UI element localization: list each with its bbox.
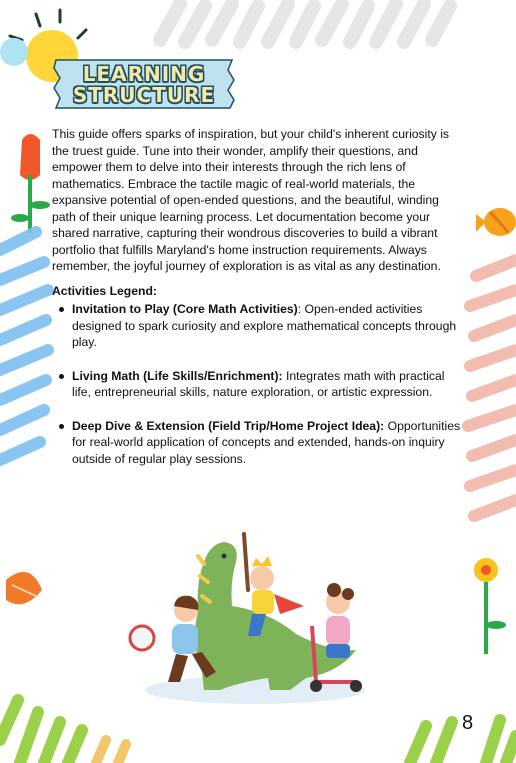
activities-legend bbox=[56, 301, 466, 484]
leaf-icon bbox=[6, 572, 42, 604]
legend-item-term: Invitation to Play (Core Math Activities) bbox=[72, 302, 298, 316]
children-dinosaur-illustration bbox=[120, 522, 390, 712]
legend-item-term: Living Math (Life Skills/Enrichment): bbox=[72, 368, 283, 383]
title-line-1: LEARNING bbox=[82, 62, 206, 86]
title-line-2: STRUCTURE bbox=[72, 83, 216, 107]
legend-item bbox=[56, 418, 466, 468]
legend-item bbox=[56, 368, 466, 401]
child-icon bbox=[310, 583, 362, 692]
candy-icon bbox=[476, 208, 516, 236]
legend-item-desc: : Open-ended activities designed to spark curiosity and explore mathematical concepts through play. bbox=[72, 302, 457, 349]
flower-icon bbox=[11, 134, 50, 233]
legend-item-desc: Integrates math with practical life, entrepreneurial skills, nature exploration, or artistic expression. bbox=[72, 368, 445, 399]
legend-item bbox=[56, 301, 466, 351]
section-title bbox=[52, 56, 236, 112]
intro-paragraph: This guide offers sparks of inspiration, but your child's inherent curiosity is the truest guide. Tune into their wonder, amplify their questions, and empower them to delve into their interests through the rich lens of mathematics. Embrace the tactile magic of real-world materials, the expansive potential of open-ended questions, and the beautiful, winding path of their unique learning process. Let documentation become your shared narrative, capturing their wondrous discoveries to build a vibrant portfolio that fulfills Maryland's home instruction requirements. Always remember, the joyful journey of exploration is as vital as any destination. bbox=[52, 127, 450, 273]
legend-title: Activities Legend: bbox=[52, 284, 157, 298]
dinosaur-icon bbox=[195, 542, 356, 690]
page-number: 8 bbox=[462, 712, 474, 734]
legend-item-term: Deep Dive & Extension (Field Trip/Home Project Idea): bbox=[72, 418, 385, 433]
legend-item-desc: Opportunities for real-world application of concepts and extended, hands-on inquiry outside of regular play sessions. bbox=[72, 418, 461, 466]
flower-icon bbox=[474, 558, 506, 654]
